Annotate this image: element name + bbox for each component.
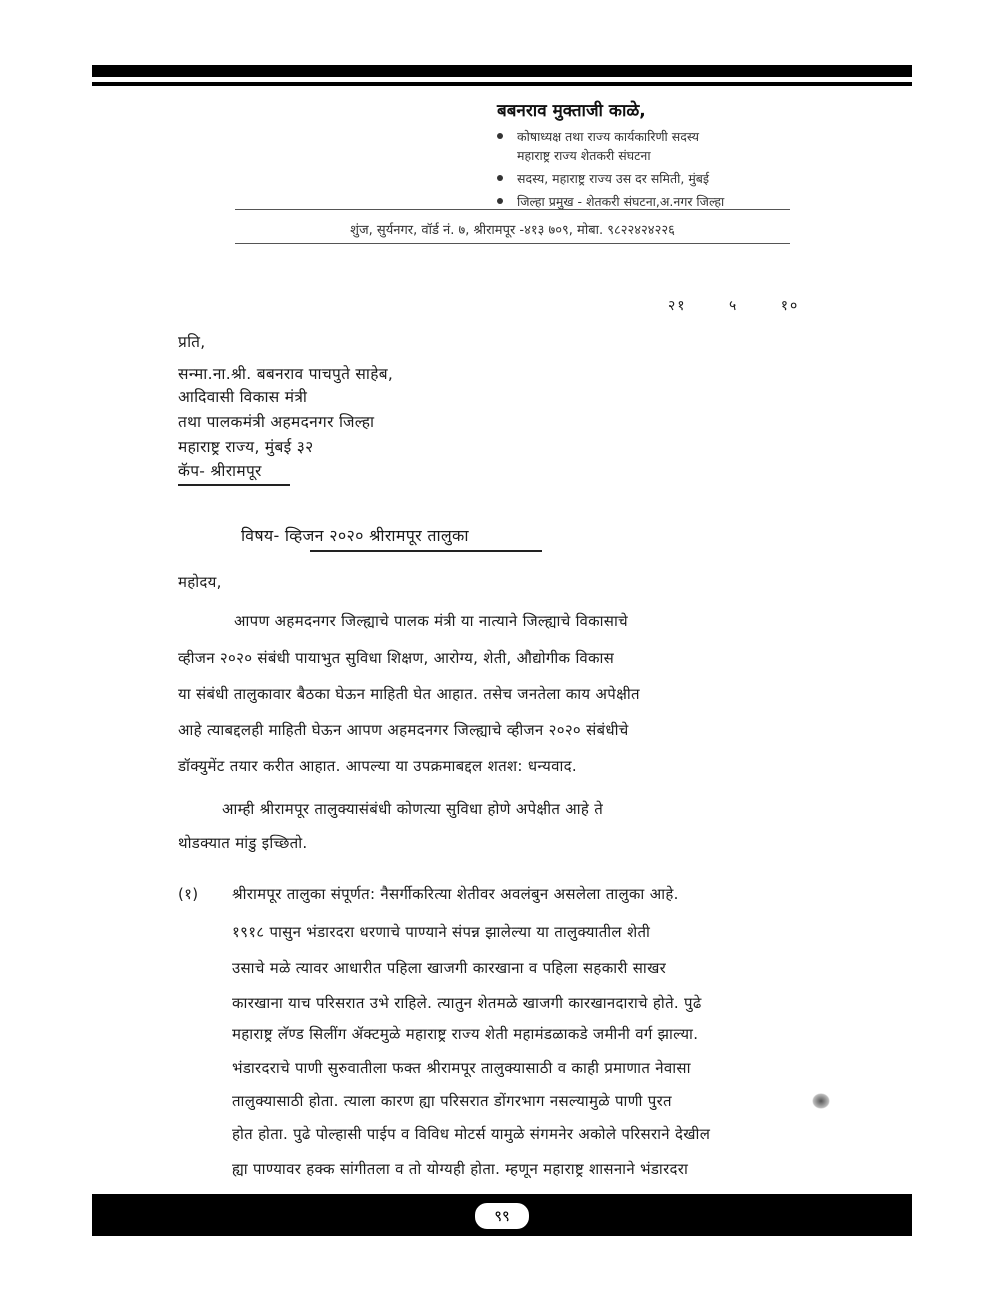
body-line: आहे त्याबद्दलही माहिती घेऊन आपण अहमदनगर जिल्ह्याचे व्हीजन २०२० संबंधीचे: [178, 721, 629, 739]
point-line: तालुक्यासाठी होता. त्याला कारण ह्या परिसरात डोंगरभाग नसल्यामुळे पाणी पुरत: [232, 1092, 672, 1110]
role-item: कोषाध्यक्ष तथा राज्य कार्यकारिणी सदस्य: [497, 127, 724, 146]
role-item: महाराष्ट्र राज्य शेतकरी संघटना: [517, 148, 651, 163]
point-line: उसाचे मळे त्यावर आधारीत पहिला खाजगी कारखाना व पहिला सहकारी साखर: [232, 959, 667, 977]
recipient-line: सन्मा.ना.श्री. बबनराव पाचपुते साहेब,: [178, 365, 394, 383]
recipient-line: महाराष्ट्र राज्य, मुंबई ३२: [178, 438, 314, 456]
page-number: ९९: [473, 1201, 531, 1231]
recipient-line: कॅप- श्रीरामपूर: [178, 462, 262, 480]
body-line: थोडक्यात मांडु इच्छितो.: [178, 834, 308, 852]
body-line: डॉक्युमेंट तयार करीत आहात. आपल्या या उपक्रमाबद्दल शतश: धन्यवाद.: [178, 757, 577, 775]
address-bottom-rule: [235, 243, 790, 244]
date-day: २१: [668, 298, 687, 314]
recipient-line: तथा पालकमंत्री अहमदनगर जिल्हा: [178, 413, 375, 431]
header-thick-rule: [92, 65, 912, 77]
header-thin-rule: [92, 82, 912, 86]
salutation: महोदय,: [178, 573, 222, 591]
point-line: १९१८ पासुन भंडारदरा धरणाचे पाण्याने संपन्न झालेल्या या तालुक्यातील शेती: [232, 923, 651, 941]
point-line: कारखाना याच परिसरात उभे राहिले. त्यातुन शेतमळे खाजगी कारखानदाराचे होते. पुढे: [232, 994, 702, 1012]
date-month: ५: [729, 298, 739, 314]
body-line: आम्ही श्रीरामपूर तालुक्यासंबंधी कोणत्या सुविधा होणे अपेक्षीत आहे ते: [222, 800, 604, 818]
point-line: होत होता. पुढे पोल्हासी पाईप व विविध मोटर्स यामुळे संगमनेर अकोले परिसराने देखील: [232, 1125, 711, 1143]
body-line: या संबंधी तालुकावार बैठका घेऊन माहिती घेत आहात. तसेच जनतेला काय अपेक्षीत: [178, 685, 640, 703]
sender-name: बबनराव मुक्ताजी काळे,: [497, 101, 646, 121]
sender-roles: [497, 127, 724, 211]
point-number: (१): [178, 885, 199, 903]
role-item: सदस्य, महाराष्ट्र राज्य उस दर समिती, मुंबई: [497, 169, 724, 188]
recipient-line: आदिवासी विकास मंत्री: [178, 388, 308, 406]
body-line: आपण अहमदनगर जिल्ह्याचे पालक मंत्री या नात्याने जिल्ह्याचे विकासाचे: [234, 612, 628, 630]
role-item: जिल्हा प्रमुख - शेतकरी संघटना,अ.नगर जिल्हा: [497, 192, 724, 211]
bullet-icon: [497, 175, 503, 181]
bullet-icon: [497, 133, 503, 139]
letter-subject: विषय- व्हिजन २०२० श्रीरामपूर तालुका: [241, 526, 469, 545]
date-year: १०: [780, 298, 800, 314]
address-top-rule: [235, 209, 790, 210]
letterhead-address: शुंज, सुर्यनगर, वॉर्ड नं. ७, श्रीरामपूर -४१३ ७०९, मोबा. ९८२२४२४२२६: [350, 223, 675, 238]
point-line: भंडारदराचे पाणी सुरुवातीला फक्त श्रीरामपूर तालुक्यासाठी व काही प्रमाणात नेवासा: [232, 1059, 691, 1077]
letterhead: [497, 98, 724, 211]
point-line: ह्या पाण्यावर हक्क सांगीतला व तो योग्यही होता. म्हणून महाराष्ट्र शासनाने भंडारदरा: [232, 1160, 689, 1178]
ink-smudge: [812, 1093, 830, 1109]
bullet-icon: [497, 198, 503, 204]
recipient-line: प्रति,: [178, 333, 206, 351]
point-line: महाराष्ट्र लॅण्ड सिलींग ॲक्टमुळे महाराष्ट्र राज्य शेती महामंडळाकडे जमीनी वर्ग झाल्या.: [232, 1025, 699, 1043]
camp-underline: [178, 484, 290, 486]
subject-underline: [310, 550, 542, 552]
letter-date: [668, 296, 799, 315]
point-line: श्रीरामपूर तालुका संपूर्णत: नैसर्गीकरित्या शेतीवर अवलंबुन असलेला तालुका आहे.: [232, 885, 679, 903]
body-line: व्हीजन २०२० संबंधी पायाभुत सुविधा शिक्षण, आरोग्य, शेती, औद्योगीक विकास: [178, 649, 615, 667]
